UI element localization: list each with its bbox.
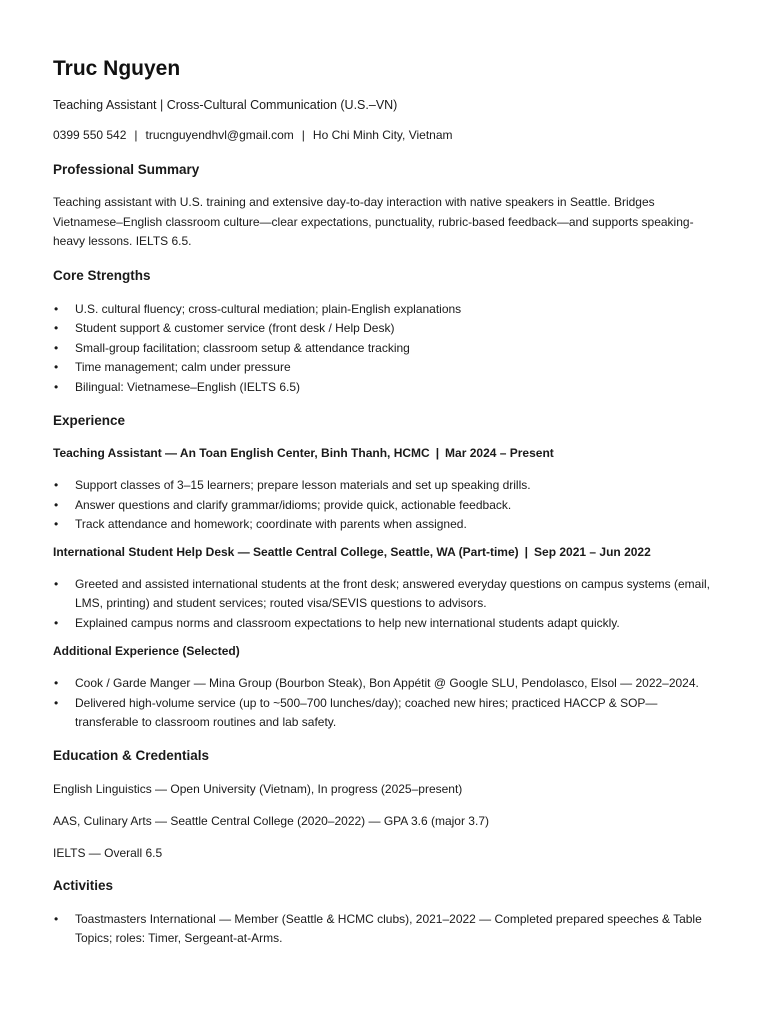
strength-text: Small-group facilitation; classroom setup & attendance tracking	[75, 340, 410, 355]
bullet: •	[54, 497, 59, 512]
job-bullets	[53, 476, 713, 535]
bullet: •	[54, 676, 59, 690]
headline: Teaching Assistant | Cross-Cultural Communication (U.S.–VN)	[53, 98, 398, 112]
job-bullet-text: Answer questions and clarify grammar/idioms; provide quick, actionable feedback.	[75, 497, 512, 512]
list-item	[53, 515, 713, 535]
list-item	[53, 319, 713, 339]
strength-text: Student support & customer service (front desk / Help Desk)	[75, 321, 395, 335]
strength-text: Time management; calm under pressure	[75, 360, 291, 374]
job-role: Teaching Assistant — An Toan English Center, Binh Thanh, HCMC	[53, 446, 430, 460]
job-separator: |	[524, 544, 529, 559]
education-item: English Linguistics — Open University (Vietnam), In progress (2025–present)	[53, 781, 463, 796]
job-dates: Mar 2024 – Present	[445, 446, 554, 460]
experience-heading: Experience	[53, 413, 126, 428]
additional-experience-heading: Additional Experience (Selected)	[53, 644, 240, 658]
job-heading	[53, 544, 713, 561]
education-heading: Education & Credentials	[53, 747, 210, 763]
bullet: •	[54, 301, 59, 316]
strength-text: U.S. cultural fluency; cross-cultural mediation; plain-English explanations	[75, 301, 462, 316]
bullet: •	[54, 576, 59, 591]
education-item: IELTS — Overall 6.5	[53, 845, 163, 860]
job-heading	[53, 445, 713, 462]
summary-heading: Professional Summary	[53, 162, 200, 177]
job-dates: Sep 2021 – Jun 2022	[534, 544, 651, 559]
contact-separator: |	[134, 128, 138, 142]
candidate-name: Truc Nguyen	[53, 57, 181, 80]
summary-text: Teaching assistant with U.S. training and extensive day-to-day interaction with native speakers in Seattle. Bridges Vietnamese–English classroom culture—clear expectations, punctuality, rubric-based feedback—and supports speaking-heavy lessons. IELTS 6.5.	[53, 195, 694, 248]
list-item	[53, 674, 713, 694]
phone-number: 0399 550 542	[53, 128, 127, 142]
activities-list	[53, 910, 713, 949]
list-item	[53, 910, 713, 949]
additional-experience-bullets	[53, 674, 713, 733]
list-item	[53, 300, 713, 320]
job-bullet-text: Explained campus norms and classroom expectations to help new international students adapt quickly.	[75, 615, 620, 630]
job-role: International Student Help Desk — Seattle Central College, Seattle, WA (Part-time)	[53, 544, 519, 559]
job-separator: |	[435, 446, 440, 460]
email-address: trucnguyendhvl@gmail.com	[145, 128, 294, 142]
education-item: AAS, Culinary Arts — Seattle Central College (2020–2022) — GPA 3.6 (major 3.7)	[53, 813, 489, 828]
list-item	[53, 614, 713, 634]
job-bullet-text: Delivered high-volume service (up to ~500–700 lunches/day); coached new hires; practiced HACCP & SOP—transferable to classroom routines and lab safety.	[75, 695, 658, 729]
job-bullet-text: Support classes of 3–15 learners; prepare lesson materials and set up speaking drills.	[75, 478, 531, 492]
bullet: •	[54, 911, 59, 926]
activity-text: Toastmasters International — Member (Seattle & HCMC clubs), 2021–2022 — Completed prepared speeches & Table Topics; roles: Timer, Sergeant-at-Arms.	[75, 911, 702, 945]
list-item	[53, 496, 713, 516]
list-item	[53, 575, 713, 614]
location: Ho Chi Minh City, Vietnam	[312, 128, 453, 142]
resume-page	[53, 56, 713, 949]
contact-line	[53, 127, 713, 144]
list-item	[53, 378, 713, 398]
job-bullets	[53, 575, 713, 634]
strengths-heading: Core Strengths	[53, 267, 151, 283]
bullet: •	[54, 615, 59, 630]
bullet: •	[54, 695, 59, 710]
bullet: •	[54, 340, 59, 355]
bullet: •	[54, 478, 59, 492]
list-item	[53, 358, 713, 378]
strengths-list	[53, 300, 713, 398]
job-bullet-text: Cook / Garde Manger — Mina Group (Bourbon Steak), Bon Appétit @ Google SLU, Pendolasco, Elsol — 2022–2024.	[75, 676, 699, 690]
bullet: •	[54, 360, 59, 374]
list-item	[53, 476, 713, 496]
bullet: •	[54, 321, 59, 335]
list-item	[53, 694, 713, 733]
activities-heading: Activities	[53, 877, 114, 893]
strength-text: Bilingual: Vietnamese–English (IELTS 6.5)	[75, 379, 301, 394]
bullet: •	[54, 517, 59, 531]
list-item	[53, 339, 713, 359]
bullet: •	[54, 379, 59, 394]
contact-separator: |	[301, 128, 305, 142]
job-bullet-text: Track attendance and homework; coordinate with parents when assigned.	[75, 517, 467, 531]
job-bullet-text: Greeted and assisted international students at the front desk; answered everyday questions on campus systems (email, LMS, printing) and student services; routed visa/SEVIS questions to advisors.	[75, 576, 711, 610]
